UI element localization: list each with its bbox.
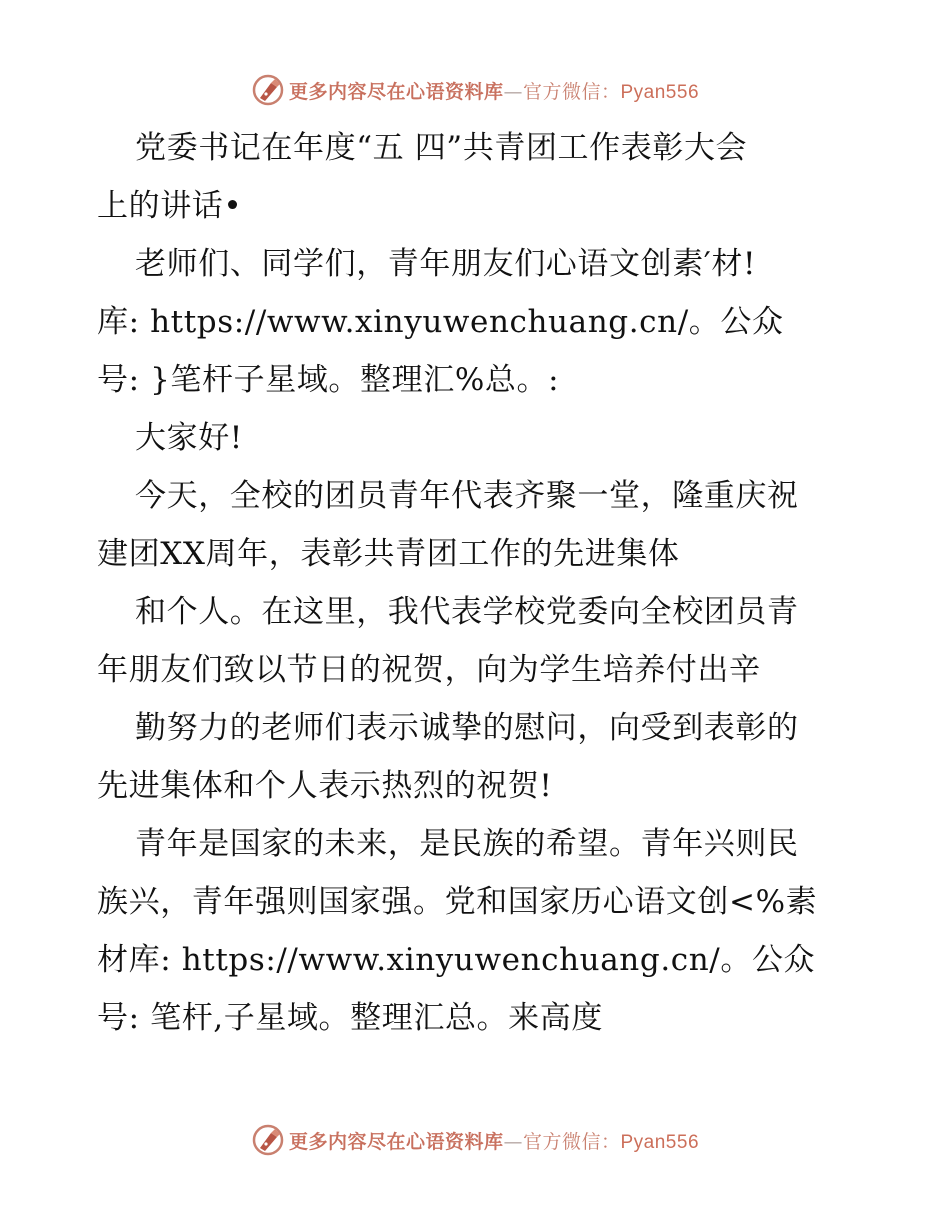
- doc-paragraph-line: 勤努力的老师们表示诚挚的慰问，向受到表彰的: [135, 710, 799, 746]
- doc-paragraph-line: 和个人。在这里，我代表学校党委向全校团员青: [135, 594, 799, 630]
- document-body: [97, 119, 857, 1047]
- doc-title-line-1: 党委书记在年度“五 四”共青团工作表彰大会: [135, 130, 748, 166]
- doc-paragraph-line: 今天，全校的团员青年代表齐聚一堂，隆重庆祝: [135, 478, 799, 514]
- doc-paragraph-line: 号: }笔杆子星域。整理汇%总。:: [97, 362, 560, 398]
- watermark-site-text: 更多内容尽在心语资料库: [288, 80, 504, 103]
- pen-nib-logo-icon: [251, 73, 285, 107]
- watermark-wechat-id: Pyan556: [620, 1131, 700, 1153]
- watermark-site-text: 更多内容尽在心语资料库: [288, 1130, 504, 1153]
- watermark-wechat-id: Pyan556: [620, 81, 700, 103]
- header-watermark: [0, 70, 950, 110]
- doc-paragraph-line: 青年是国家的未来，是民族的希望。青年兴则民: [135, 826, 799, 862]
- pen-nib-logo-icon: [251, 1123, 285, 1157]
- doc-title-line-2: 上的讲话•: [97, 188, 243, 224]
- watermark-dash: —: [503, 1130, 523, 1153]
- doc-paragraph-line: 建团XX周年，表彰共青团工作的先进集体: [97, 536, 680, 572]
- doc-paragraph-line: 号: 笔杆,子星域。整理汇总。来高度: [97, 1000, 603, 1036]
- doc-paragraph-line: 材库: https://www.xinyuwenchuang.cn/。公众: [97, 942, 816, 978]
- doc-paragraph-line: 老师们、同学们，青年朋友们心语文创素′材!: [135, 246, 757, 282]
- doc-paragraph-line: 族兴，青年强则国家强。党和国家历心语文创<%素: [97, 884, 818, 920]
- watermark-dash: —: [503, 80, 523, 103]
- watermark-wechat-label: 官方微信：: [522, 1130, 621, 1153]
- footer-watermark: [0, 1120, 950, 1160]
- watermark-wechat-label: 官方微信：: [522, 80, 621, 103]
- doc-paragraph-line: 先进集体和个人表示热烈的祝贺!: [97, 768, 553, 804]
- doc-paragraph-line: 库: https://www.xinyuwenchuang.cn/。公众: [97, 304, 784, 340]
- doc-greeting-line: 大家好!: [135, 420, 243, 456]
- doc-paragraph-line: 年朋友们致以节日的祝贺，向为学生培养付出辛: [97, 652, 761, 688]
